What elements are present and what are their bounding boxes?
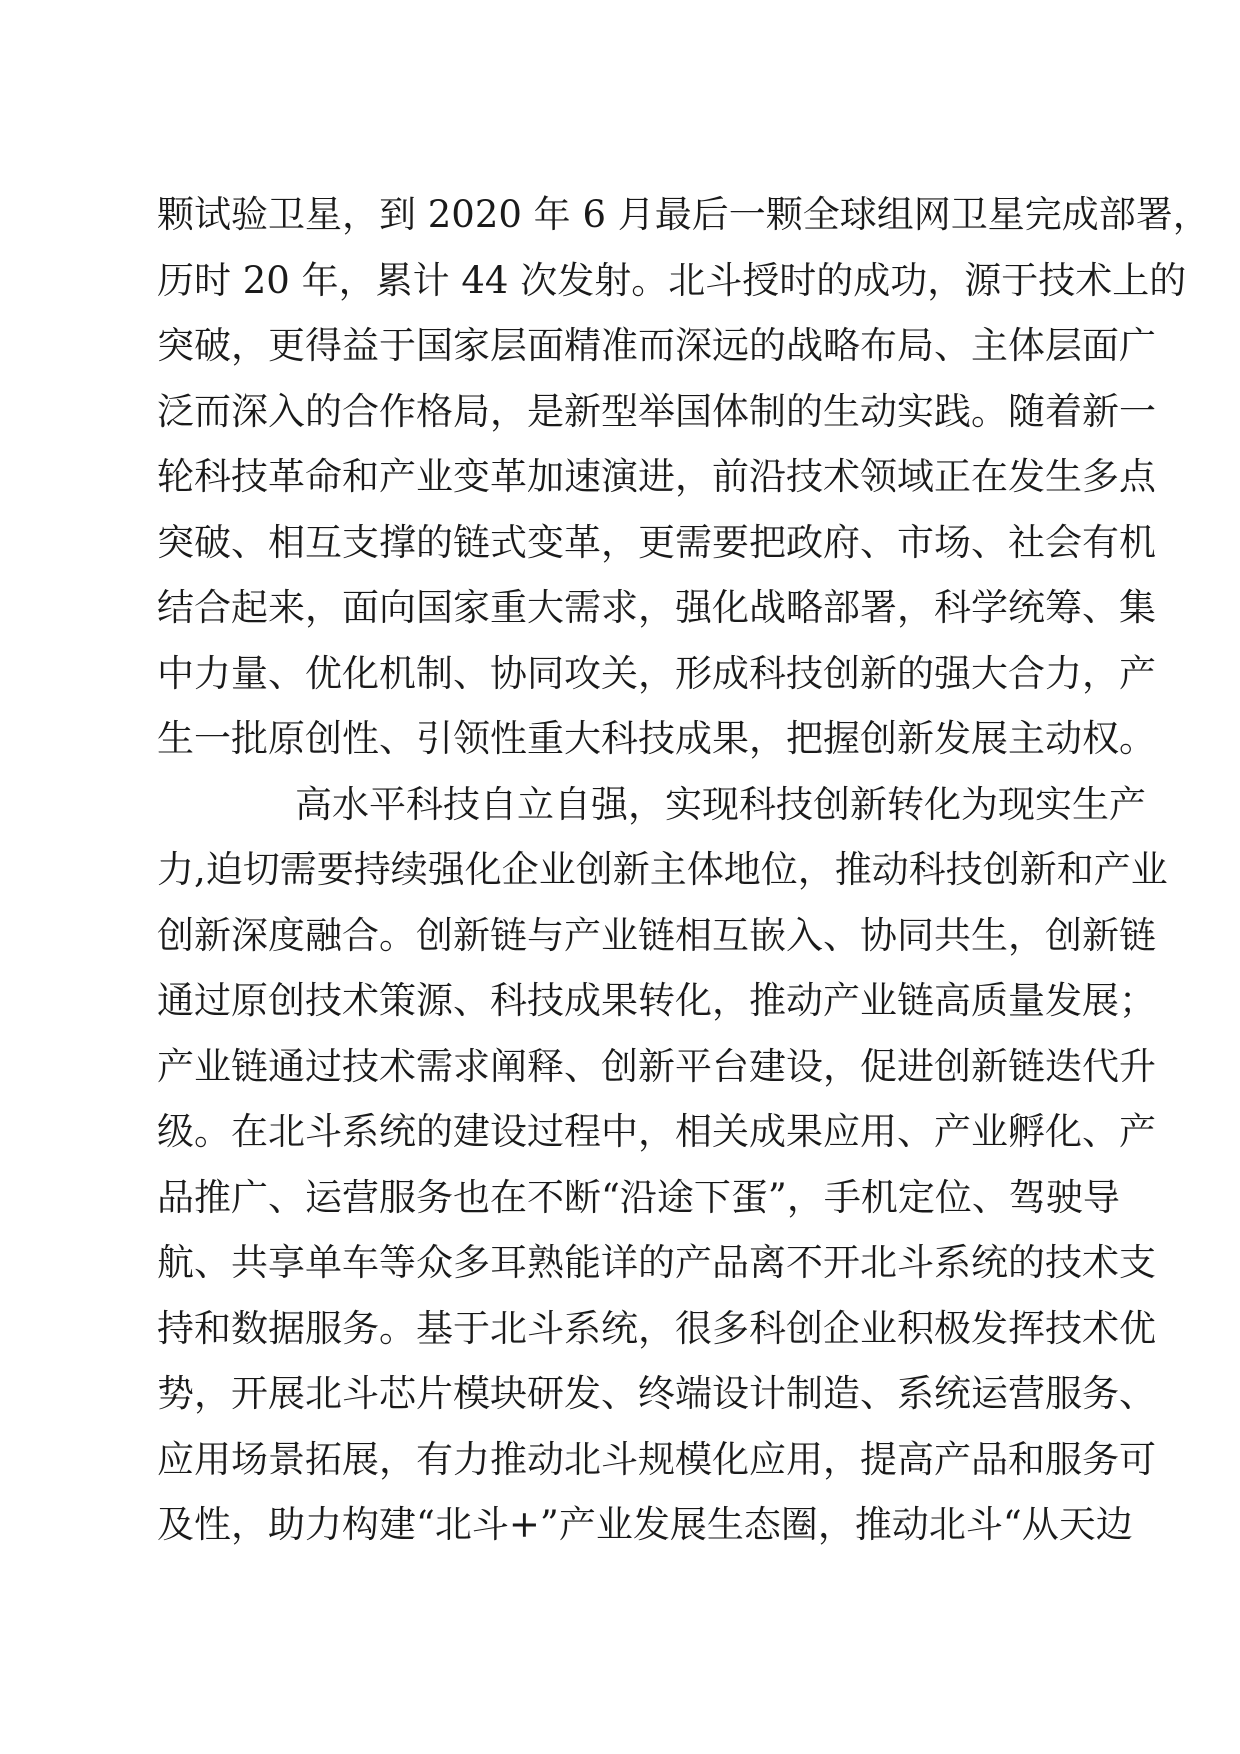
text-line: 力,迫切需要持续强化企业创新主体地位，推动科技创新和产业 <box>157 848 1168 891</box>
text-line: 应用场景拓展，有力推动北斗规模化应用，提高产品和服务可 <box>157 1437 1156 1481</box>
text-line: 品推广、运营服务也在不断“沿途下蛋”，手机定位、驾驶导 <box>157 1175 1120 1219</box>
text-line: 颗试验卫星，到 2020 年 6 月最后一颗全球组网卫星完成部署， <box>157 193 1210 236</box>
text-line: 持和数据服务。基于北斗系统，很多科创企业积极发挥技术优 <box>157 1306 1156 1350</box>
text-line: 泛而深入的合作格局，是新型举国体制的生动实践。随着新一 <box>157 389 1156 433</box>
paragraph-1 <box>157 182 1210 772</box>
text-line: 产业链通过技术需求阐释、创新平台建设，促进创新链迭代升 <box>157 1044 1156 1088</box>
text-line: 生一批原创性、引领性重大科技成果，把握创新发展主动权。 <box>157 717 1156 760</box>
text-line: 突破、相互支撑的链式变革，更需要把政府、市场、社会有机 <box>157 520 1156 564</box>
paragraph-2 <box>157 772 1168 1558</box>
text-line: 及性，助力构建“北斗+”产业发展生态圈，推动北斗“从天边 <box>157 1503 1133 1546</box>
text-line: 势，开展北斗芯片模块研发、终端设计制造、系统运营服务、 <box>157 1372 1156 1415</box>
text-line: 创新深度融合。创新链与产业链相互嵌入、协同共生，创新链 <box>157 913 1156 957</box>
text-line: 结合起来，面向国家重大需求，强化战略部署，科学统筹、集 <box>157 586 1156 629</box>
body-text <box>157 182 1210 1558</box>
text-line: 通过原创技术策源、科技成果转化，推动产业链高质量发展； <box>157 979 1156 1022</box>
text-line: 历时 20 年，累计 44 次发射。北斗授时的成功，源于技术上的 <box>157 258 1187 302</box>
text-line: 航、共享单车等众多耳熟能详的产品离不开北斗系统的技术支 <box>157 1241 1156 1284</box>
text-line: 轮科技革命和产业变革加速演进，前沿技术领域正在发生多点 <box>157 455 1156 498</box>
text-line: 中力量、优化机制、协同攻关，形成科技创新的强大合力，产 <box>157 651 1156 695</box>
text-line: 级。在北斗系统的建设过程中，相关成果应用、产业孵化、产 <box>157 1110 1156 1153</box>
text-line: 突破，更得益于国家层面精准而深远的战略布局、主体层面广 <box>157 324 1156 367</box>
text-line: 高水平科技自立自强，实现科技创新转化为现实生产 <box>295 782 1146 826</box>
